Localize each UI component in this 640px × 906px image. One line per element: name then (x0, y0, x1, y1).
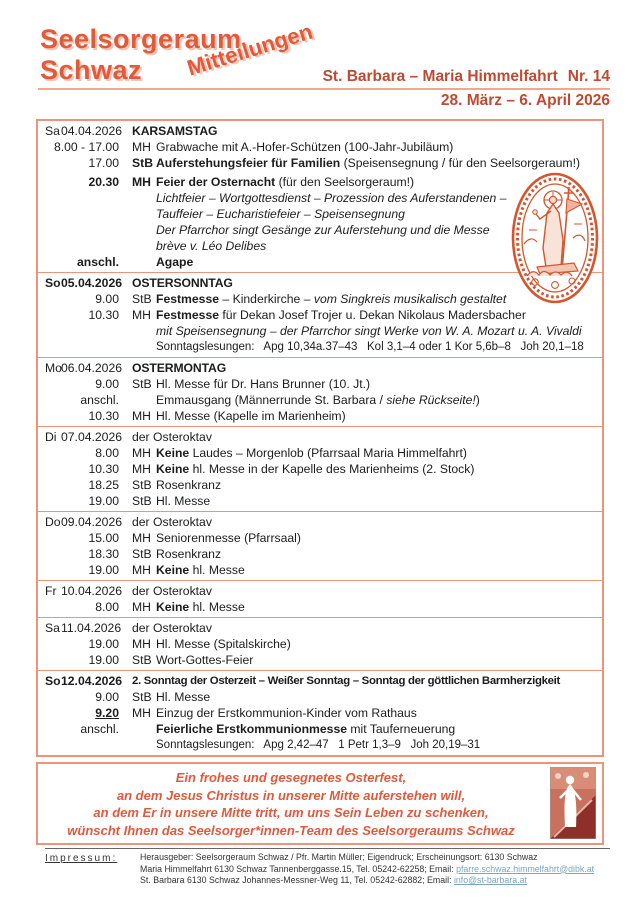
text-segment: Tauffeier – Eucharistiefeier – Speisensegnung (156, 207, 405, 221)
event-description (156, 461, 598, 477)
text-segment: mit Speisensegnung – der Pfarrchor singt Werke von W. A. Mozart u. A. Vivaldi (156, 324, 582, 338)
event-time: anschl. (77, 255, 119, 269)
event-location (119, 392, 156, 408)
event-time: 10.30 (88, 462, 119, 476)
imprint-label: Impressum: (45, 853, 118, 864)
event-location: StB (132, 547, 152, 561)
imprint-lines (140, 852, 594, 887)
day-title: der Osteroktav (132, 621, 212, 635)
text-segment: brève v. Léo Delibes (156, 239, 267, 253)
parish-title (323, 68, 610, 86)
day-header-row (43, 620, 598, 636)
schedule-row (43, 139, 598, 155)
day-date: 04.04.2026 (61, 124, 122, 138)
email-link[interactable]: pfarre.schwaz.himmelfahrt@dibk.at (456, 863, 595, 874)
day-date: 09.04.2026 (61, 515, 122, 529)
event-description (156, 530, 598, 546)
schedule-row (43, 546, 598, 562)
schedule-row (43, 530, 598, 546)
schedule-row (43, 408, 598, 424)
day-section (38, 357, 602, 426)
event-time: 18.30 (88, 547, 119, 561)
easter-greeting-box (36, 762, 604, 845)
text-segment: (für den Seelsorgeraum!) (275, 175, 415, 189)
schedule-row (43, 493, 598, 509)
event-time: 19.00 (88, 637, 119, 651)
schedule-continuation-row (43, 323, 598, 339)
day-title: 2. Sonntag der Osterzeit – Weißer Sonntag – Sonntag der göttlichen Barmherzigkeit (132, 675, 561, 687)
day-date: 06.04.2026 (61, 361, 122, 375)
text-segment: Hl. Messe für Dr. Hans Brunner (10. Jt.) (156, 377, 371, 391)
easter-greeting-text (42, 769, 540, 839)
event-time: 19.00 (88, 563, 119, 577)
event-description (156, 139, 598, 155)
event-description (156, 705, 598, 721)
text-segment: (Speisensegnung / für den Seelsorgeraum!) (340, 156, 581, 170)
event-time: 19.00 (88, 653, 119, 667)
resurrection-medallion-image (511, 172, 599, 304)
text-segment: Keine (156, 563, 190, 577)
text-segment: Einzug der Erstkommunion-Kinder vom Rathaus (156, 706, 417, 720)
text-segment: Sonntagslesungen: Apg 2,42–47 1 Petr 1,3–9 Joh 20,19–31 (156, 739, 481, 751)
event-description (156, 477, 598, 493)
event-location: StB (132, 377, 152, 391)
day-abbrev: Do (45, 515, 61, 529)
day-header-row (43, 673, 598, 689)
day-section (38, 426, 602, 511)
text-segment: St. Barbara 6130 Schwaz Johannes-Messner-Weg 11, Tel. 05242-62882; Email: (140, 875, 454, 886)
greeting-line: wünscht Ihnen das Seelsorger*innen-Team des Seelsorgeraums Schwaz (67, 822, 515, 838)
day-header-row (43, 429, 598, 445)
event-time: 20.30 (88, 175, 119, 189)
day-title: der Osteroktav (132, 515, 212, 529)
parish-name: St. Barbara – Maria Himmelfahrt (322, 68, 558, 85)
event-time: 9.20 (95, 706, 119, 720)
text-segment: Wort-Gottes-Feier (156, 653, 254, 667)
imprint-line (140, 852, 594, 864)
event-location: StB (132, 494, 152, 508)
greeting-line: an dem Er in unsere Mitte tritt, um uns Sein Leben zu schenken, (93, 805, 489, 821)
text-segment: hl. Messe (189, 563, 245, 577)
text-segment: Herausgeber: Seelsorgeraum Schwaz / Pfr. Martin Müller; Eigendruck; Erscheinungsort: 6130 Schwaz (140, 852, 538, 862)
event-location: MH (132, 409, 151, 423)
event-description (156, 307, 598, 323)
event-location: StB (132, 156, 153, 170)
day-abbrev: So (45, 276, 61, 290)
text-segment: Maria Himmelfahrt 6130 Schwaz Tannenberggasse.15, Tel. 05242-62258; Email: (140, 863, 457, 874)
event-time: 19.00 (88, 494, 119, 508)
schedule-row (43, 562, 598, 578)
org-title-line2: Schwaz (40, 55, 143, 85)
text-segment: Sonntagslesungen: Apg 10,34a.37–43 Kol 3,1–4 oder 1 Kor 5,6b–8 Joh 20,1–18 (156, 341, 584, 353)
text-segment: Hl. Messe (Spitalskirche) (156, 637, 291, 651)
event-location: MH (132, 175, 151, 189)
event-description (43, 339, 598, 355)
org-title-line1: Seelsorgeraum (40, 24, 242, 54)
text-segment: hl. Messe (189, 600, 245, 614)
email-link[interactable]: info@st-barbara.at (453, 875, 527, 886)
event-location: MH (132, 446, 151, 460)
imprint (45, 848, 610, 887)
text-segment: Keine (156, 600, 190, 614)
event-description (156, 445, 598, 461)
event-location: MH (132, 563, 151, 577)
text-segment: hl. Messe in der Kapelle des Marienheims (2. Stock) (189, 462, 475, 476)
schedule-row (43, 155, 598, 171)
day-header-row (43, 583, 598, 599)
event-description (156, 599, 598, 615)
day-title: OSTERSONNTAG (132, 276, 233, 290)
text-segment: Keine (156, 446, 190, 460)
event-location: MH (132, 462, 151, 476)
event-time: 9.00 (95, 292, 119, 306)
event-time: 17.00 (88, 156, 119, 170)
day-header-row (43, 360, 598, 376)
greeting-line: an dem Jesus Christus in unserer Mitte auferstehen will, (116, 787, 466, 803)
text-segment: Grabwache mit A.-Hofer-Schützen (100-Jahr-Jubiläum) (156, 140, 454, 154)
event-description (43, 323, 598, 339)
event-location: MH (132, 308, 151, 322)
event-location: MH (132, 706, 151, 720)
day-date: 11.04.2026 (61, 621, 122, 635)
schedule-row (43, 705, 598, 721)
day-title: OSTERMONTAG (132, 361, 227, 375)
imprint-line (140, 875, 594, 887)
event-location: MH (132, 531, 151, 545)
schedule-row (43, 652, 598, 668)
event-time: anschl. (80, 393, 119, 407)
day-abbrev: Fr (45, 584, 57, 598)
event-description (156, 493, 598, 509)
event-location: StB (132, 478, 152, 492)
event-location: MH (132, 600, 151, 614)
day-section (38, 617, 602, 670)
event-time: 10.30 (88, 409, 119, 423)
schedule-row (43, 636, 598, 652)
schedule-continuation-row (43, 339, 598, 355)
text-segment: Der Pfarrchor singt Gesänge zur Auferstehung und die Messe (156, 223, 490, 237)
day-abbrev: Sa (45, 621, 60, 635)
event-description (156, 562, 598, 578)
text-segment: mit Tauferneuerung (347, 722, 456, 736)
event-description (156, 408, 598, 424)
event-description (156, 392, 598, 408)
event-time: 9.00 (95, 690, 119, 704)
event-description (156, 155, 598, 171)
event-time: 8.00 (95, 600, 119, 614)
issue-number: Nr. 14 (567, 68, 610, 85)
text-segment: Rosenkranz (156, 478, 222, 492)
text-segment: Feier der Osternacht (156, 175, 276, 189)
day-abbrev: Sa (45, 124, 60, 138)
text-segment: Emmausgang (Männerrunde St. Barbara / (156, 393, 387, 407)
text-segment: Hl. Messe (156, 494, 211, 508)
event-location: StB (132, 292, 152, 306)
day-date: 07.04.2026 (61, 430, 122, 444)
event-location: MH (132, 140, 151, 154)
event-time: 15.00 (88, 531, 119, 545)
day-title: der Osteroktav (132, 584, 212, 598)
day-header-row (43, 514, 598, 530)
text-segment: Feierliche Erstkommunionmesse (156, 722, 348, 736)
event-location (119, 721, 156, 737)
schedule-row (43, 392, 598, 408)
resurrection-painting-image (550, 767, 596, 839)
date-range: 28. März – 6. April 2026 (440, 92, 610, 109)
schedule-row (43, 461, 598, 477)
event-time: 8.00 (95, 446, 119, 460)
day-abbrev: So (45, 674, 61, 688)
event-description (156, 689, 598, 705)
schedule-row (43, 445, 598, 461)
event-description (156, 636, 598, 652)
text-segment: Laudes – Morgenlob (Pfarrsaal Maria Himmelfahrt) (189, 446, 467, 460)
text-segment: Lichtfeier – Wortgottesdienst – Prozession des Auferstandenen – (156, 191, 507, 205)
day-header-row (43, 123, 598, 139)
event-location: MH (132, 637, 151, 651)
day-section (38, 670, 602, 755)
event-description (156, 546, 598, 562)
text-segment: – Kinderkirche – (219, 292, 314, 306)
header-rule (38, 88, 610, 90)
event-time: anschl. (80, 722, 119, 736)
schedule-row (43, 477, 598, 493)
event-location: StB (132, 690, 152, 704)
text-segment: siehe Rückseite! (386, 393, 476, 407)
event-description (156, 652, 598, 668)
text-segment: Rosenkranz (156, 547, 222, 561)
event-description (156, 376, 598, 392)
day-title: der Osteroktav (132, 430, 212, 444)
text-segment: Hl. Messe (156, 690, 211, 704)
imprint-line (140, 864, 594, 876)
day-date: 10.04.2026 (61, 584, 122, 598)
text-segment: ) (475, 393, 480, 407)
text-segment: vom Singkreis musikalisch gestaltet (313, 292, 507, 306)
day-abbrev: Mo (45, 361, 62, 375)
schedule-row (43, 689, 598, 705)
text-segment: Hl. Messe (Kapelle im Marienheim) (156, 409, 346, 423)
text-segment: Seniorenmesse (Pfarrsaal) (156, 531, 301, 545)
schedule-row (43, 721, 598, 737)
event-location (119, 254, 156, 270)
greeting-line: Ein frohes und gesegnetes Osterfest, (175, 770, 407, 785)
event-time: 18.25 (88, 478, 119, 492)
day-abbrev: Di (45, 430, 57, 444)
newsletter-type-label: Mitteilungen (184, 18, 316, 81)
event-location: StB (132, 653, 152, 667)
day-date: 05.04.2026 (61, 276, 122, 290)
schedule-row (43, 599, 598, 615)
text-segment: Agape (156, 255, 194, 269)
event-description (43, 737, 598, 753)
event-time: 8.00 - 17.00 (53, 140, 119, 154)
event-time: 10.30 (88, 308, 119, 322)
text-segment: Festmesse (156, 292, 220, 306)
text-segment: Festmesse (156, 308, 220, 322)
day-section (38, 511, 602, 580)
day-section (38, 580, 602, 617)
schedule-row (43, 376, 598, 392)
text-segment: für Dekan Josef Trojer u. Dekan Nikolaus Madersbacher (219, 308, 526, 322)
day-date: 12.04.2026 (61, 674, 122, 688)
day-title: KARSAMSTAG (132, 124, 218, 138)
schedule-continuation-row (43, 737, 598, 753)
schedule-row (43, 307, 598, 323)
event-description (156, 721, 598, 737)
event-time: 9.00 (95, 377, 119, 391)
text-segment: Auferstehungsfeier für Familien (156, 156, 341, 170)
text-segment: Keine (156, 462, 190, 476)
